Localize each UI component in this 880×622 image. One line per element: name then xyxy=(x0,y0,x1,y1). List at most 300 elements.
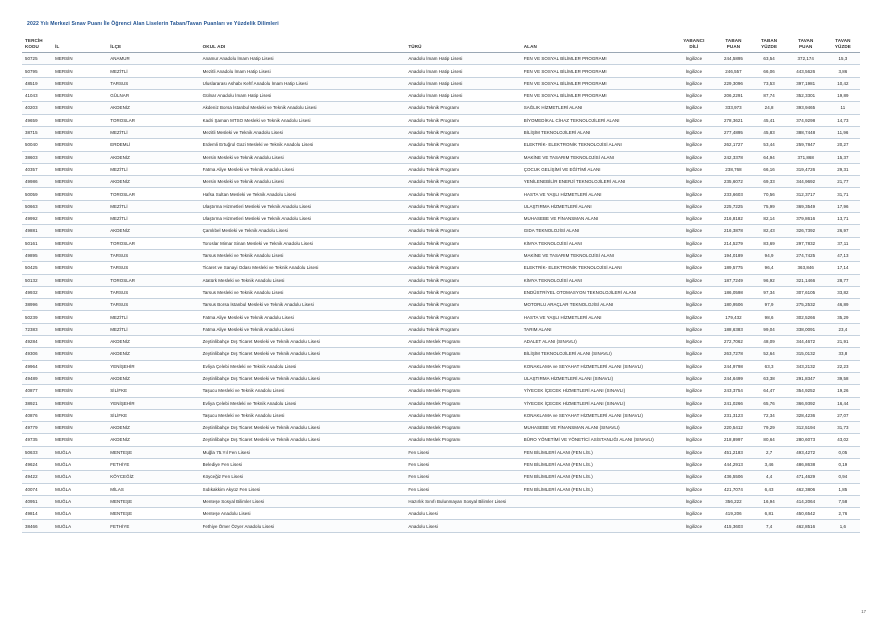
cell-turu: Anadolu Teknik Programı xyxy=(405,299,520,311)
table-row xyxy=(22,77,860,89)
cell-okul: Mezitli Anadolu İmam Hatip Lisesi xyxy=(200,65,406,77)
cell-il: MERSİN xyxy=(52,151,107,163)
cell-okul: Tarsus Mesleki ve Teknik Anadolu Lisesi xyxy=(200,249,406,261)
cell-tvp: 291,8347 xyxy=(786,372,826,384)
cell-ilce: ANAMUR xyxy=(107,53,199,65)
cell-alan: TARIM ALANI xyxy=(521,323,674,335)
cell-il: MERSİN xyxy=(52,311,107,323)
table-header-row xyxy=(22,36,860,53)
cell-il: MERSİN xyxy=(52,286,107,298)
cell-ilce: SİLİFKE xyxy=(107,385,199,397)
table-row xyxy=(22,102,860,114)
cell-tby: 63,38 xyxy=(753,372,786,384)
cell-okul: Uluslararası Ashabı Kehf Anadolu İmam Hatip Lisesi xyxy=(200,77,406,89)
cell-tby: 7,4 xyxy=(753,520,786,532)
table-row xyxy=(22,237,860,249)
cell-tvp: 372,174 xyxy=(786,53,826,65)
cell-kod: 49422 xyxy=(22,471,52,483)
cell-okul: Hafsa Sultan Mesleki ve Teknik Anadolu Lisesi xyxy=(200,188,406,200)
column-header-tvy: TAVAN YÜZDE xyxy=(826,36,860,53)
table-row xyxy=(22,434,860,446)
cell-kod: 50663 xyxy=(22,200,52,212)
cell-tbp: 187,7249 xyxy=(714,274,752,286)
cell-tby: 69,33 xyxy=(753,176,786,188)
cell-kod: 38466 xyxy=(22,520,52,532)
cell-turu: Anadolu Teknik Programı xyxy=(405,163,520,175)
cell-okul: Belediye Fen Lisesi xyxy=(200,458,406,470)
cell-il: MERSİN xyxy=(52,249,107,261)
table-row xyxy=(22,311,860,323)
cell-il: MERSİN xyxy=(52,126,107,138)
cell-tvp: 493,4272 xyxy=(786,446,826,458)
cell-dil: İngilizce xyxy=(673,188,714,200)
table-row xyxy=(22,409,860,421)
cell-il: MUĞLA xyxy=(52,471,107,483)
cell-il: MERSİN xyxy=(52,299,107,311)
cell-tvy: 3,86 xyxy=(826,65,860,77)
cell-tby: 80,64 xyxy=(753,434,786,446)
column-header-il: İL xyxy=(52,36,107,53)
cell-tby: 45,41 xyxy=(753,114,786,126)
cell-tby: 6,81 xyxy=(753,508,786,520)
cell-kod: 49735 xyxy=(22,434,52,446)
cell-il: MERSİN xyxy=(52,409,107,421)
cell-turu: Anadolu Meslek Programı xyxy=(405,422,520,434)
cell-tvy: 37,11 xyxy=(826,237,860,249)
cell-okul: Çamlıbel Mesleki ve Teknik Anadolu Lisesi xyxy=(200,225,406,237)
cell-il: MERSİN xyxy=(52,114,107,126)
cell-kod: 49964 xyxy=(22,360,52,372)
cell-tbp: 451,2183 xyxy=(714,446,752,458)
cell-okul: Taşucu Mesleki ve Teknik Anadolu Lisesi xyxy=(200,409,406,421)
cell-tbp: 272,7062 xyxy=(714,336,752,348)
column-header-ilce: İLÇE xyxy=(107,36,199,53)
cell-ilce: YENİŞEHİR xyxy=(107,360,199,372)
cell-tbp: 262,1727 xyxy=(714,139,752,151)
cell-tvp: 321,1466 xyxy=(786,274,826,286)
cell-tby: 87,74 xyxy=(753,90,786,102)
cell-okul: Muğla 75.Yıl Fen Lisesi xyxy=(200,446,406,458)
cell-ilce: MEZİTLİ xyxy=(107,311,199,323)
cell-turu: Anadolu Teknik Programı xyxy=(405,274,520,286)
cell-tvy: 27,07 xyxy=(826,409,860,421)
cell-tvy: 22,23 xyxy=(826,360,860,372)
cell-tvy: 1,6 xyxy=(826,520,860,532)
cell-okul: Kadri Şaman MTSO Mesleki ve Teknik Anadolu Lisesi xyxy=(200,114,406,126)
cell-kod: 40357 xyxy=(22,163,52,175)
cell-turu: Anadolu Teknik Programı xyxy=(405,249,520,261)
cell-turu: Anadolu Teknik Programı xyxy=(405,126,520,138)
cell-alan: MAKİNE VE TASARIM TEKNOLOJİSİ ALANI xyxy=(521,249,674,261)
cell-tvp: 302,5266 xyxy=(786,311,826,323)
cell-tbp: 244,9798 xyxy=(714,360,752,372)
cell-dil: İngilizce xyxy=(673,262,714,274)
cell-tbp: 241,0266 xyxy=(714,397,752,409)
scores-table-container xyxy=(22,36,860,533)
cell-il: MERSİN xyxy=(52,77,107,89)
cell-dil: İngilizce xyxy=(673,53,714,65)
cell-ilce: TOROSLAR xyxy=(107,237,199,249)
table-row xyxy=(22,151,860,163)
cell-il: MERSİN xyxy=(52,348,107,360)
table-row xyxy=(22,249,860,261)
cell-alan: ULAŞTIRMA HİZMETLERİ ALANI xyxy=(521,200,674,212)
cell-tvy: 31,73 xyxy=(826,422,860,434)
cell-ilce: MEZİTLİ xyxy=(107,65,199,77)
cell-dil: İngilizce xyxy=(673,446,714,458)
cell-tvy: 20,27 xyxy=(826,139,860,151)
table-row xyxy=(22,336,860,348)
cell-tby: 63,3 xyxy=(753,360,786,372)
cell-tvy: 47,13 xyxy=(826,249,860,261)
cell-okul: Mersin Mesleki ve Teknik Anadolu Lisesi xyxy=(200,151,406,163)
table-row xyxy=(22,422,860,434)
cell-ilce: AKDENİZ xyxy=(107,422,199,434)
cell-tvy: 33,82 xyxy=(826,286,860,298)
table-body xyxy=(22,53,860,533)
cell-tby: 6,43 xyxy=(753,483,786,495)
cell-ilce: TOROSLAR xyxy=(107,274,199,286)
cell-tby: 53,44 xyxy=(753,139,786,151)
cell-tbp: 229,3096 xyxy=(714,77,752,89)
cell-kod: 72383 xyxy=(22,323,52,335)
cell-tby: 45,83 xyxy=(753,126,786,138)
cell-tby: 82,14 xyxy=(753,213,786,225)
cell-kod: 49986 xyxy=(22,176,52,188)
cell-ilce: AKDENİZ xyxy=(107,102,199,114)
cell-ilce: MENTEŞE xyxy=(107,508,199,520)
cell-dil: İngilizce xyxy=(673,434,714,446)
cell-il: MUĞLA xyxy=(52,446,107,458)
cell-turu: Anadolu Teknik Programı xyxy=(405,102,520,114)
cell-turu: Anadolu Teknik Programı xyxy=(405,262,520,274)
cell-tvp: 315,0132 xyxy=(786,348,826,360)
cell-tvy: 31,71 xyxy=(826,188,860,200)
cell-il: MERSİN xyxy=(52,188,107,200)
cell-tbp: 233,6603 xyxy=(714,188,752,200)
cell-ilce: MENTEŞE xyxy=(107,495,199,507)
cell-turu: Fen Lisesi xyxy=(405,458,520,470)
cell-alan: FEN VE SOSYAL BİLİMLER PROGRAMI xyxy=(521,65,674,77)
cell-alan xyxy=(521,520,674,532)
cell-tvy: 46,89 xyxy=(826,299,860,311)
cell-turu: Anadolu Meslek Programı xyxy=(405,360,520,372)
cell-alan: HASTA VE YAŞLI HİZMETLERİ ALANI xyxy=(521,188,674,200)
cell-alan: FEN VE SOSYAL BİLİMLER PROGRAMI xyxy=(521,53,674,65)
cell-dil: İngilizce xyxy=(673,213,714,225)
cell-tvp: 388,7448 xyxy=(786,126,826,138)
table-row xyxy=(22,139,860,151)
cell-ilce: MEZİTLİ xyxy=(107,200,199,212)
cell-tvy: 15,37 xyxy=(826,151,860,163)
table-row xyxy=(22,274,860,286)
cell-tvy: 7,58 xyxy=(826,495,860,507)
cell-tvy: 43,02 xyxy=(826,434,860,446)
table-row xyxy=(22,114,860,126)
cell-okul: Ulaştırma Hizmetleri Mesleki ve Teknik Anadolu Lisesi xyxy=(200,200,406,212)
cell-alan: MOTORLU ARAÇLAR TEKNOLOJİSİ ALANI xyxy=(521,299,674,311)
cell-tvp: 450,6542 xyxy=(786,508,826,520)
cell-okul: Akdeniz Borsa İstanbul Mesleki ve Teknik Anadolu Lisesi xyxy=(200,102,406,114)
table-row xyxy=(22,323,860,335)
cell-tby: 97,9 xyxy=(753,299,786,311)
cell-dil: İngilizce xyxy=(673,471,714,483)
cell-kod: 40877 xyxy=(22,385,52,397)
cell-dil: İngilizce xyxy=(673,151,714,163)
cell-ilce: MİLAS xyxy=(107,483,199,495)
column-header-kod: TERCİH KODU xyxy=(22,36,52,53)
cell-kod: 41043 xyxy=(22,90,52,102)
cell-turu: Anadolu Teknik Programı xyxy=(405,286,520,298)
cell-kod: 50425 xyxy=(22,262,52,274)
cell-okul: Tarsus Mesleki ve Teknik Anadolu Lisesi xyxy=(200,286,406,298)
cell-kod: 50161 xyxy=(22,237,52,249)
cell-tbp: 277,4895 xyxy=(714,126,752,138)
cell-turu: Anadolu Teknik Programı xyxy=(405,151,520,163)
cell-okul: Ticaret ve Sanayi Odası Mesleki ve Teknik Anadolu Lisesi xyxy=(200,262,406,274)
cell-tvy: 35,29 xyxy=(826,311,860,323)
cell-ilce: ERDEMLİ xyxy=(107,139,199,151)
cell-tby: 99,04 xyxy=(753,323,786,335)
cell-turu: Hazırlık Sınıfı Bulunmayan Sosyal Bilimler Lisesi xyxy=(405,495,520,507)
table-row xyxy=(22,458,860,470)
cell-ilce: FETHİYE xyxy=(107,458,199,470)
table-row xyxy=(22,53,860,65)
cell-tbp: 444,2913 xyxy=(714,458,752,470)
cell-turu: Anadolu Meslek Programı xyxy=(405,336,520,348)
cell-okul: Fatma Aliye Mesleki ve Teknik Anadolu Lisesi xyxy=(200,163,406,175)
cell-ilce: TOROSLAR xyxy=(107,114,199,126)
cell-turu: Anadolu İmam Hatip Lisesi xyxy=(405,77,520,89)
table-row xyxy=(22,200,860,212)
table-row xyxy=(22,508,860,520)
cell-il: MERSİN xyxy=(52,90,107,102)
cell-tbp: 231,3123 xyxy=(714,409,752,421)
table-row xyxy=(22,299,860,311)
cell-il: MERSİN xyxy=(52,237,107,249)
cell-tbp: 216,8182 xyxy=(714,213,752,225)
cell-tbp: 419,206 xyxy=(714,508,752,520)
cell-dil: İngilizce xyxy=(673,385,714,397)
cell-tvp: 414,2064 xyxy=(786,495,826,507)
cell-turu: Anadolu Teknik Programı xyxy=(405,200,520,212)
cell-turu: Anadolu Teknik Programı xyxy=(405,213,520,225)
cell-il: MERSİN xyxy=(52,262,107,274)
cell-turu: Anadolu Teknik Programı xyxy=(405,139,520,151)
cell-alan: BÜRO YÖNETİMİ VE YÖNETİCİ ASİSTANLIĞI ALANI (SINAVLI) xyxy=(521,434,674,446)
cell-okul: Zeytinlibahçe Dış Ticaret Mesleki ve Teknik Anadolu Lisesi xyxy=(200,348,406,360)
cell-ilce: GÜLNAR xyxy=(107,90,199,102)
table-row xyxy=(22,225,860,237)
cell-tvp: 352,3301 xyxy=(786,90,826,102)
cell-ilce: AKDENİZ xyxy=(107,176,199,188)
table-row xyxy=(22,483,860,495)
cell-tby: 98,6 xyxy=(753,311,786,323)
cell-okul: Menteşe Sosyal Bilimler Lisesi xyxy=(200,495,406,507)
cell-tbp: 194,0189 xyxy=(714,249,752,261)
cell-tbp: 216,3878 xyxy=(714,225,752,237)
cell-ilce: KÖYCEĞİZ xyxy=(107,471,199,483)
table-row xyxy=(22,397,860,409)
cell-alan: KİMYA TEKNOLOJİSİ ALANI xyxy=(521,274,674,286)
cell-tvp: 486,8638 xyxy=(786,458,826,470)
cell-alan: MUHASEBE VE FİNANSMAN ALANI xyxy=(521,213,674,225)
cell-ilce: AKDENİZ xyxy=(107,434,199,446)
cell-tvp: 393,9465 xyxy=(786,102,826,114)
cell-ilce: YENİŞEHİR xyxy=(107,397,199,409)
cell-ilce: AKDENİZ xyxy=(107,225,199,237)
cell-tvy: 11 xyxy=(826,102,860,114)
cell-tvp: 462,3806 xyxy=(786,483,826,495)
cell-alan: KİMYA TEKNOLOJİSİ ALANI xyxy=(521,237,674,249)
cell-kod: 40876 xyxy=(22,409,52,421)
cell-tvp: 297,7832 xyxy=(786,237,826,249)
cell-tvy: 28,77 xyxy=(826,274,860,286)
cell-tby: 66,06 xyxy=(753,65,786,77)
cell-ilce: FETHİYE xyxy=(107,520,199,532)
cell-tbp: 180,9506 xyxy=(714,299,752,311)
cell-tvy: 17,96 xyxy=(826,200,860,212)
cell-ilce: TARSUS xyxy=(107,249,199,261)
cell-il: MERSİN xyxy=(52,323,107,335)
cell-tby: 65,76 xyxy=(753,397,786,409)
cell-dil: İngilizce xyxy=(673,176,714,188)
cell-il: MUĞLA xyxy=(52,495,107,507)
cell-okul: Zeytinlibahçe Dış Ticaret Mesleki ve Teknik Anadolu Lisesi xyxy=(200,422,406,434)
cell-dil: İngilizce xyxy=(673,139,714,151)
cell-tvp: 397,1981 xyxy=(786,77,826,89)
cell-okul: Fatma Aliye Mesleki ve Teknik Anadolu Lisesi xyxy=(200,323,406,335)
cell-tvp: 443,5626 xyxy=(786,65,826,77)
cell-dil: İngilizce xyxy=(673,163,714,175)
cell-tby: 82,43 xyxy=(753,225,786,237)
cell-tvp: 354,9252 xyxy=(786,385,826,397)
cell-kod: 49992 xyxy=(22,213,52,225)
cell-tbp: 206,2291 xyxy=(714,90,752,102)
cell-okul: Evliya Çelebi Mesleki ve Teknik Anadolu Lisesi xyxy=(200,360,406,372)
cell-ilce: MEZİTLİ xyxy=(107,126,199,138)
column-header-tby: TABAN YÜZDE xyxy=(753,36,786,53)
cell-kod: 49306 xyxy=(22,348,52,360)
cell-turu: Anadolu Teknik Programı xyxy=(405,323,520,335)
cell-kod: 49659 xyxy=(22,114,52,126)
cell-kod: 49284 xyxy=(22,336,52,348)
cell-tbp: 214,5279 xyxy=(714,237,752,249)
cell-tvp: 343,2132 xyxy=(786,360,826,372)
cell-dil: İngilizce xyxy=(673,102,714,114)
cell-okul: Menteşe Anadolu Lisesi xyxy=(200,508,406,520)
cell-turu: Anadolu Lisesi xyxy=(405,520,520,532)
cell-tbp: 244,6499 xyxy=(714,372,752,384)
table-row xyxy=(22,286,860,298)
cell-tvp: 312,5194 xyxy=(786,422,826,434)
cell-alan: ULAŞTIRMA HİZMETLERİ ALANI (SINAVLI) xyxy=(521,372,674,384)
cell-turu: Anadolu Meslek Programı xyxy=(405,385,520,397)
cell-il: MERSİN xyxy=(52,163,107,175)
cell-okul: Mersin Mesleki ve Teknik Anadolu Lisesi xyxy=(200,176,406,188)
table-row xyxy=(22,126,860,138)
table-row xyxy=(22,213,860,225)
cell-tvy: 19,26 xyxy=(826,385,860,397)
cell-tby: 64,94 xyxy=(753,151,786,163)
cell-tvp: 312,3717 xyxy=(786,188,826,200)
cell-kod: 49932 xyxy=(22,286,52,298)
cell-il: MUĞLA xyxy=(52,520,107,532)
cell-tbp: 242,3378 xyxy=(714,151,752,163)
cell-tby: 24,8 xyxy=(753,102,786,114)
cell-dil: İngilizce xyxy=(673,237,714,249)
column-header-turu: TÜRÜ xyxy=(405,36,520,53)
cell-tvy: 19,89 xyxy=(826,90,860,102)
cell-tby: 4,4 xyxy=(753,471,786,483)
cell-il: MERSİN xyxy=(52,65,107,77)
cell-kod: 40203 xyxy=(22,102,52,114)
cell-ilce: AKDENİZ xyxy=(107,151,199,163)
cell-okul: Zeytinlibahçe Dış Ticaret Mesleki ve Teknik Anadolu Lisesi xyxy=(200,336,406,348)
cell-turu: Anadolu Meslek Programı xyxy=(405,409,520,421)
cell-okul: Fatma Aliye Mesleki ve Teknik Anadolu Lisesi xyxy=(200,311,406,323)
cell-dil: İngilizce xyxy=(673,200,714,212)
cell-kod: 50239 xyxy=(22,311,52,323)
cell-alan: FEN BİLİMLERİ ALANI (FEN LİS.) xyxy=(521,483,674,495)
table-row xyxy=(22,446,860,458)
cell-turu: Anadolu Teknik Programı xyxy=(405,237,520,249)
cell-tby: 97,34 xyxy=(753,286,786,298)
cell-dil: İngilizce xyxy=(673,422,714,434)
table-row xyxy=(22,163,860,175)
cell-alan: BİYOMEDİKAL CİHAZ TEKNOLOJİLERİ ALANI xyxy=(521,114,674,126)
cell-okul: Atatürk Mesleki ve Teknik Anadolu Lisesi xyxy=(200,274,406,286)
cell-tvp: 319,4726 xyxy=(786,163,826,175)
cell-tvy: 15,3 xyxy=(826,53,860,65)
cell-dil: İngilizce xyxy=(673,458,714,470)
cell-tbp: 225,7225 xyxy=(714,200,752,212)
cell-tby: 66,16 xyxy=(753,163,786,175)
cell-kod: 49489 xyxy=(22,372,52,384)
cell-alan: MAKİNE VE TASARIM TEKNOLOJİSİ ALANI xyxy=(521,151,674,163)
cell-kod: 50040 xyxy=(22,139,52,151)
cell-tbp: 238,768 xyxy=(714,163,752,175)
cell-turu: Anadolu Teknik Programı xyxy=(405,225,520,237)
table-row xyxy=(22,385,860,397)
cell-tbp: 278,3621 xyxy=(714,114,752,126)
cell-dil: İngilizce xyxy=(673,225,714,237)
cell-tby: 94,9 xyxy=(753,249,786,261)
cell-alan: GIDA TEKNOLOJİSİ ALANI xyxy=(521,225,674,237)
table-row xyxy=(22,65,860,77)
cell-tvy: 21,91 xyxy=(826,336,860,348)
cell-tbp: 243,3754 xyxy=(714,385,752,397)
table-row xyxy=(22,262,860,274)
cell-alan: SAĞLIK HİZMETLERİ ALANI xyxy=(521,102,674,114)
cell-alan: KONAKLAMA ve SEYAHAT HİZMETLERİ ALANI (SINAVLI) xyxy=(521,409,674,421)
cell-alan: FEN VE SOSYAL BİLİMLER PROGRAMI xyxy=(521,77,674,89)
cell-okul: Taşucu Mesleki ve Teknik Anadolu Lisesi xyxy=(200,385,406,397)
cell-il: MERSİN xyxy=(52,385,107,397)
cell-alan: FEN BİLİMLERİ ALANI (FEN LİS.) xyxy=(521,458,674,470)
cell-dil: İngilizce xyxy=(673,397,714,409)
cell-tvy: 29,31 xyxy=(826,163,860,175)
cell-kod: 50795 xyxy=(22,65,52,77)
cell-alan: ELEKTRİK- ELEKTRONİK TEKNOLOJİSİ ALANI xyxy=(521,262,674,274)
cell-il: MERSİN xyxy=(52,397,107,409)
cell-tvy: 16,44 xyxy=(826,397,860,409)
cell-tby: 3,46 xyxy=(753,458,786,470)
cell-tvp: 379,8616 xyxy=(786,213,826,225)
cell-tby: 75,99 xyxy=(753,200,786,212)
cell-okul: Köyceğiz Fen Lisesi xyxy=(200,471,406,483)
table-row xyxy=(22,176,860,188)
